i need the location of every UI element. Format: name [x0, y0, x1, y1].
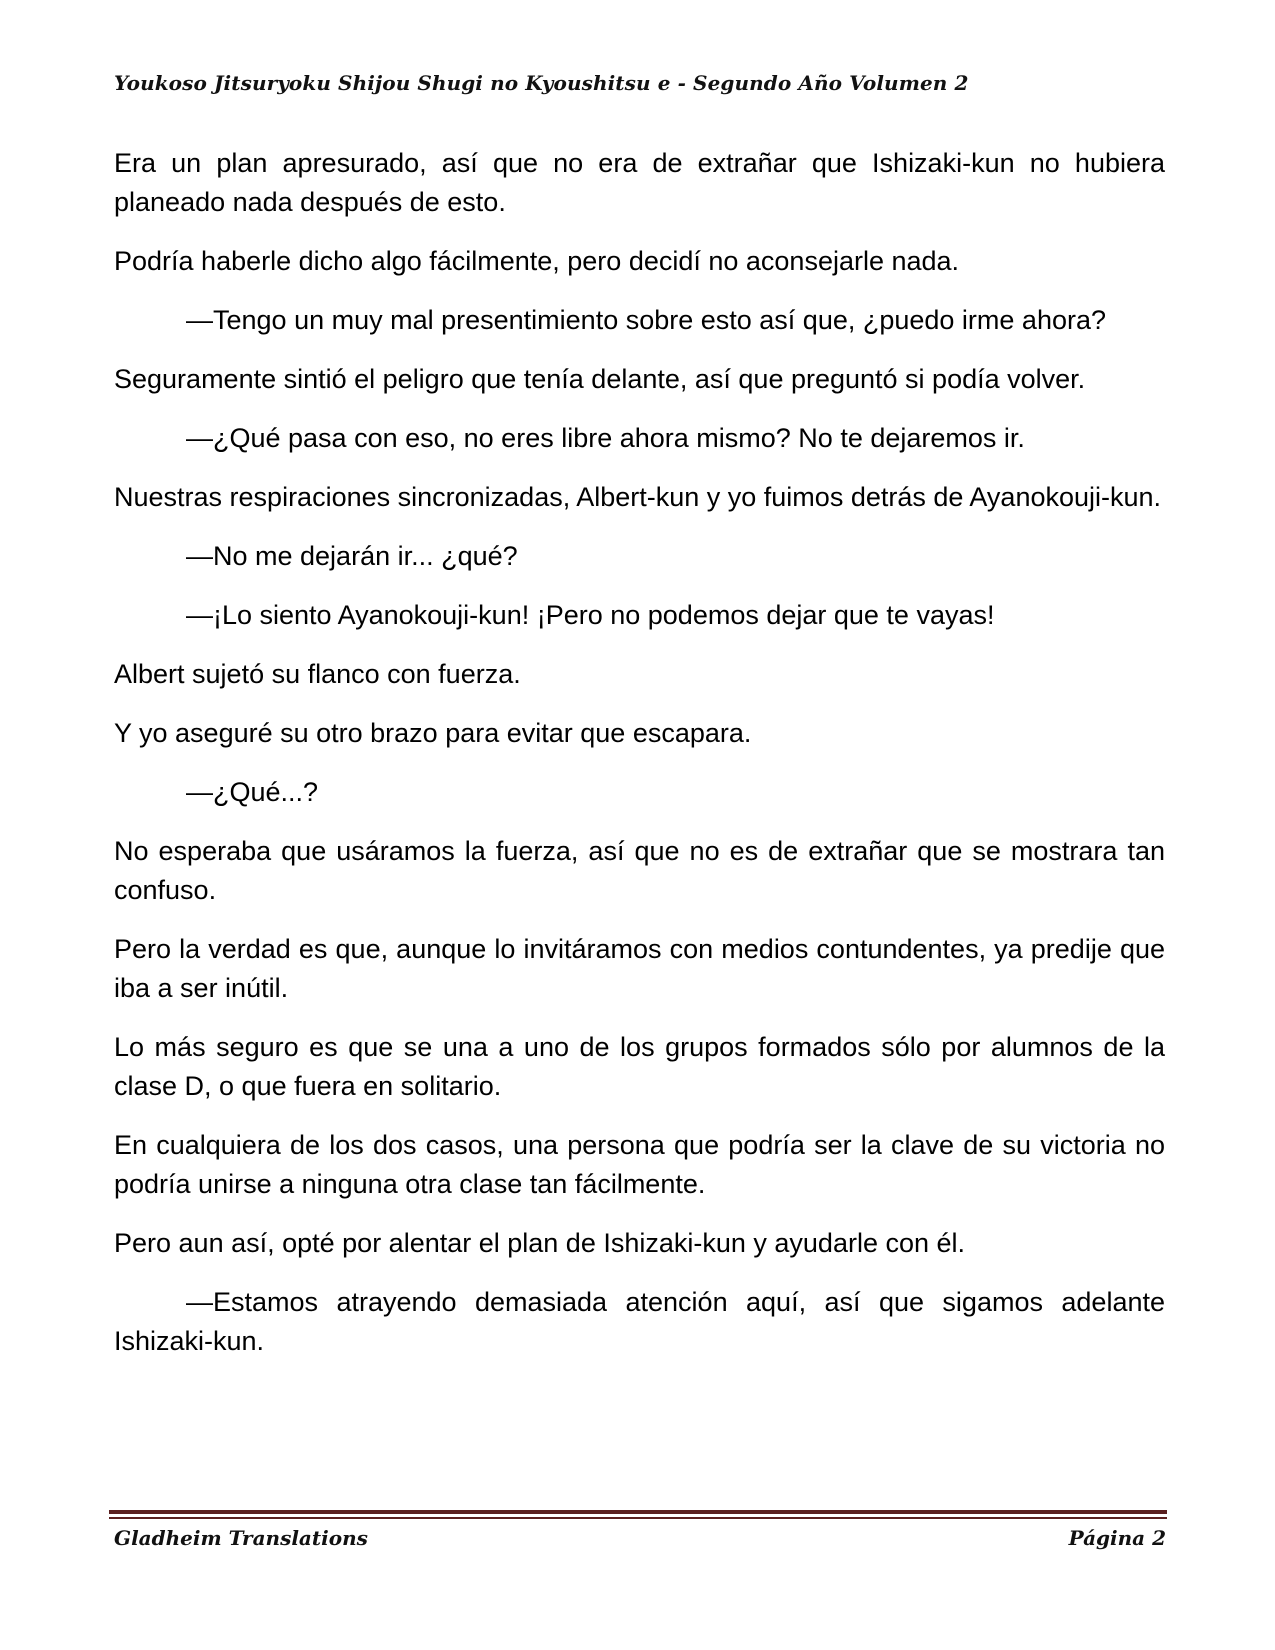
dialog-line: —No me dejarán ir... ¿qué?: [186, 541, 518, 571]
footer-divider-thick: [109, 1510, 1167, 1514]
dialog-line: —Estamos atrayendo demasiada atención aquí, así que sigamos adelante Ishizaki-kun.: [114, 1287, 1165, 1356]
footer-divider: [109, 1510, 1167, 1520]
paragraph: Pero aun así, opté por alentar el plan de Ishizaki-kun y ayudarle con él.: [114, 1228, 966, 1258]
footer-page-number: Página 2: [1068, 1526, 1166, 1550]
footer-divider-thin: [109, 1517, 1167, 1519]
body-text: [114, 144, 1165, 1381]
footer-credit: Gladheim Translations: [114, 1526, 368, 1550]
paragraph: Era un plan apresurado, así que no era de extrañar que Ishizaki-kun no hubiera planeado nada después de esto.: [114, 148, 1165, 217]
paragraph: Albert sujetó su flanco con fuerza.: [114, 659, 521, 689]
paragraph: En cualquiera de los dos casos, una persona que podría ser la clave de su victoria no podría unirse a ninguna otra clase tan fácilmente.: [114, 1130, 1165, 1199]
paragraph: Lo más seguro es que se una a uno de los grupos formados sólo por alumnos de la clase D, o que fuera en solitario.: [114, 1032, 1165, 1101]
dialog-line: —Tengo un muy mal presentimiento sobre esto así que, ¿puedo irme ahora?: [186, 305, 1107, 335]
dialog-line: —¿Qué...?: [186, 777, 319, 807]
header-title: Youkoso Jitsuryoku Shijou Shugi no Kyoushitsu e - Segundo Año Volumen 2: [114, 71, 969, 95]
paragraph: No esperaba que usáramos la fuerza, así que no es de extrañar que se mostrara tan confuso.: [114, 836, 1165, 905]
paragraph: Y yo aseguré su otro brazo para evitar que escapara.: [114, 718, 752, 748]
dialog-line: —¡Lo siento Ayanokouji-kun! ¡Pero no podemos dejar que te vayas!: [186, 600, 995, 630]
paragraph: Pero la verdad es que, aunque lo invitáramos con medios contundentes, ya predije que iba a ser inútil.: [114, 934, 1165, 1003]
paragraph: Nuestras respiraciones sincronizadas, Albert-kun y yo fuimos detrás de Ayanokouji-kun.: [114, 482, 1162, 512]
paragraph: Seguramente sintió el peligro que tenía delante, así que preguntó si podía volver.: [114, 364, 1086, 394]
paragraph: Podría haberle dicho algo fácilmente, pero decidí no aconsejarle nada.: [114, 246, 960, 276]
dialog-line: —¿Qué pasa con eso, no eres libre ahora mismo? No te dejaremos ir.: [186, 423, 1025, 453]
